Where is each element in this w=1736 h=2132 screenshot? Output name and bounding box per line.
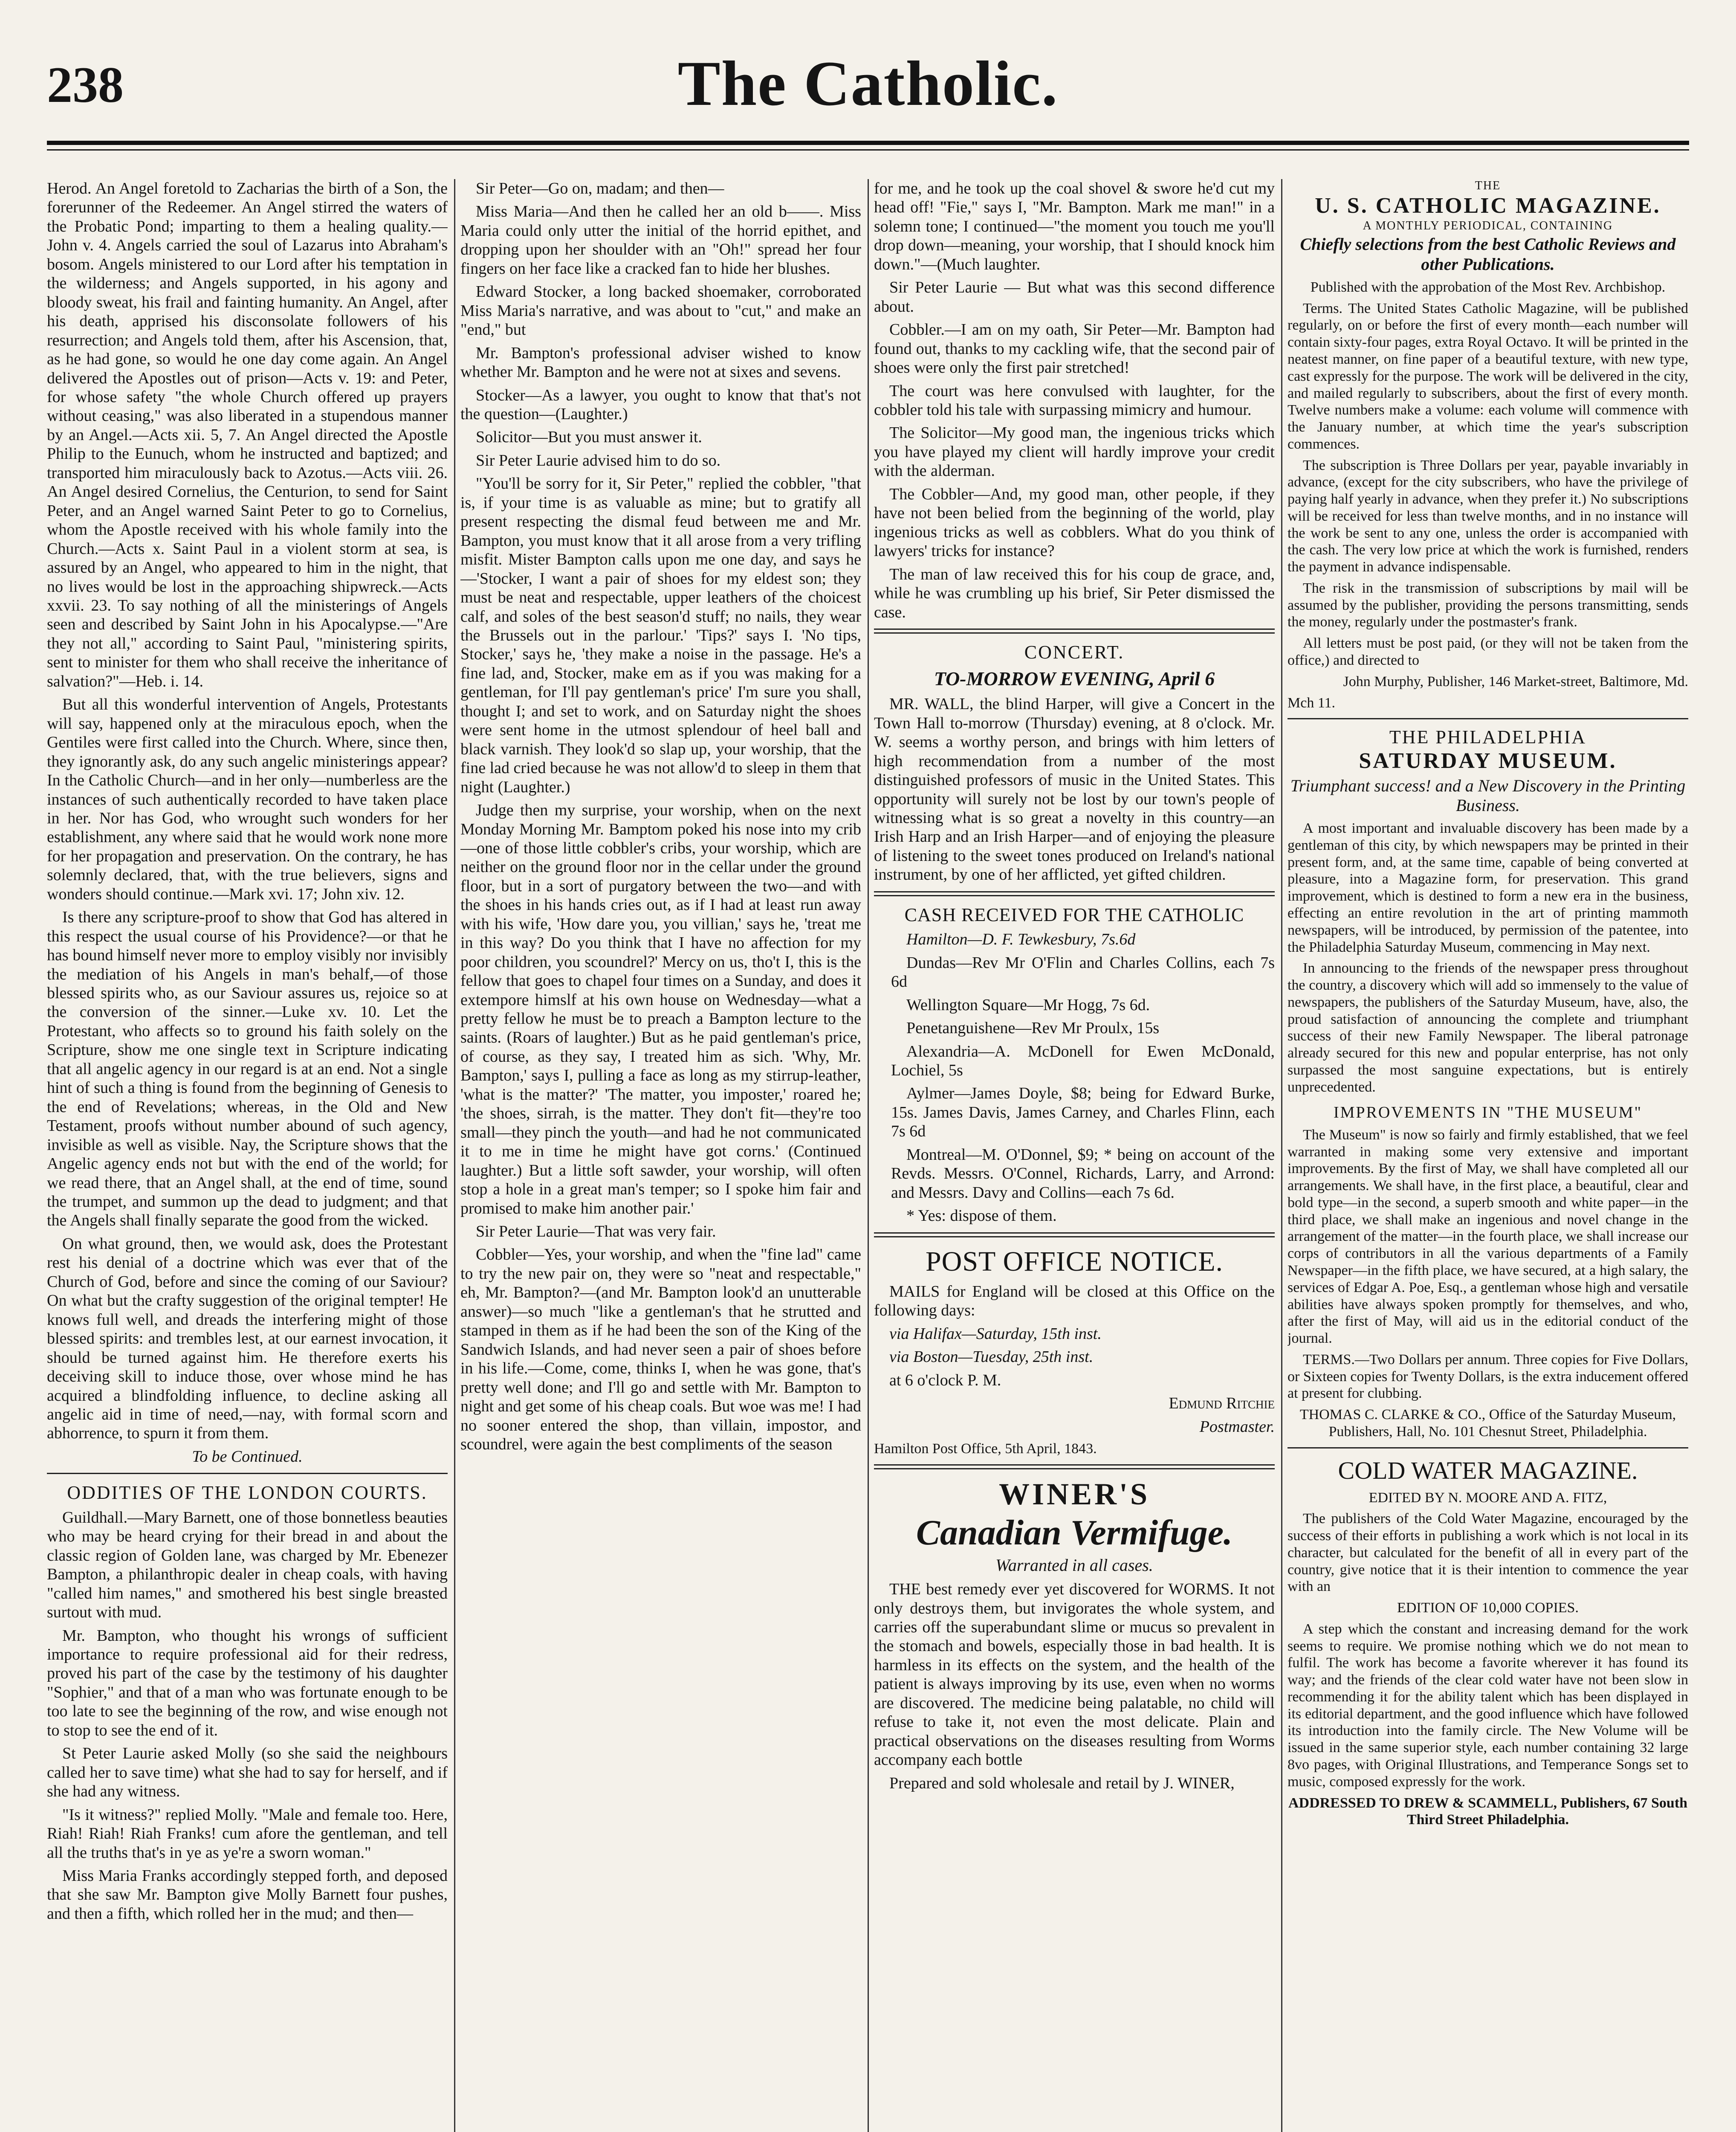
cash-entry: Penetanguishene—Rev Mr Proulx, 15s <box>906 1019 1160 1037</box>
magazine-subtitle: Chiefly selections from the best Catholic Reviews and other Publications. <box>1300 235 1676 274</box>
to-be-continued: To be Continued. <box>192 1447 303 1466</box>
vermifuge-prepared: Prepared and sold wholesale and retail by J. WINER, <box>889 1774 1235 1792</box>
article-paragraph: The man of law received this for his coup de grace, and, while he was crumbling up his brief, Sir Peter dismissed the case. <box>874 565 1275 621</box>
article-paragraph: The Cobbler—And, my good man, other people, if they have not been belied from the beginning of the world, play ingenious tricks as well as cobblers. What do you think of lawyers' tricks for instance? <box>874 485 1275 560</box>
article-paragraph: The Solicitor—My good man, the ingenious tricks which you have played my client will hardly improve your credit with the alderman. <box>874 424 1275 480</box>
magazine-the: THE <box>1475 179 1501 192</box>
cold-water-paragraph: A step which the constant and increasing demand for the work seems to require. We promise nothing which we do not mean to fulfil. The work has become a favorite wherever it has found its way; and the friends of the clear cold water have not been slow in recommending it for the ability talent which has been displayed in its editorial department, and the good influence which have followed its introduction into the family circle. The New Volume will be issued in the same superior style, each number containing 32 large 8vo pages, with Original Illustrations, and Temperance Songs set to music, composed expressly for the work. <box>1288 1621 1688 1790</box>
cash-received-heading: CASH RECEIVED FOR THE CATHOLIC <box>904 904 1244 925</box>
article-paragraph: Sir Peter Laurie — But what was this second difference about. <box>874 278 1275 316</box>
magazine-paragraph: All letters must be post paid, (or they will not be taken from the office,) and directed to <box>1288 635 1688 668</box>
article-paragraph: On what ground, then, we would ask, does the Protestant rest his denial of a doctrine which was ever that of the Church of God, before and since the coming of our Saviour? On what but the crafty suggestion of the original tempter! He knows full well, and dreads the interfering might of those blessed spirits: and trembles lest, at our earnest invocation, it should be turned against him. He therefore exerts his deceiving skill to induce those, over whose mind he has acquired a blindfolding influence, to decline asking all angelic aid in time of need,—nay, with formal scorn and abhorrence, to spurn it from them. <box>47 1234 448 1443</box>
magazine-paragraph: The subscription is Three Dollars per year, payable invariably in advance, (except for the city subscribers, who have the privilege of paying half yearly in advance, when they prefer it.) No subscriptions will be received for less than twelve months, and in no instance will the work be sent to any one, unless the order is accompanied with the cash. The very low price at which the work is furnished, renders the payment in advance indispensable. <box>1288 457 1688 575</box>
article-paragraph: Cobbler—Yes, your worship, and when the "fine lad" came to try the new pair on, they were so "neat and respectable," eh, Mr. Bampton?—(and Mr. Bampton look'd an unutterable answer)—so much "like a gentleman's that he strutted and stamped in them as if he had been the son of the King of the Sandwich Islands, and had never seen a pair of shoes before in his life.—Come, come, thinks I, when he was gone, that's pretty well done; and I'll go and settle with Mr. Bampton to night and get some of his cheap coals. But woe was me! I had no sooner entered the shop, than villain, impostor, and scoundrel, were again the best compliments of the season <box>460 1246 861 1453</box>
cold-water-address: ADDRESSED TO DREW & SCAMMELL, Publishers, 67 South Third Street Philadelphia. <box>1288 1795 1688 1828</box>
cash-entry: Dundas—Rev Mr O'Flin and Charles Collins, each 7s 6d <box>891 953 1275 991</box>
saturday-museum-the: THE PHILADELPHIA <box>1389 727 1587 748</box>
vermifuge-text: THE best remedy ever yet discovered for WORMS. It not only destroys them, but invigorates the whole system, and carries off the superabundant slime or mucus so prevalent in the stomach and bowels, especially those in bad health. It is harmless in its effects on the system, and the health of the patient is always improving by its use, even when no worms are discovered. The medicine being palatable, no child will refuse to take it, not even the most delicate. Plain and practical observations on the diseases resulting from Worms accompany each bottle <box>874 1580 1275 1769</box>
article-paragraph: Mr. Bampton's professional adviser wished to know whether Mr. Bampton and he were not at sixes and sevens. <box>460 344 861 381</box>
article-paragraph: Sir Peter Laurie—That was very fair. <box>476 1222 716 1241</box>
museum-paragraph: A most important and invaluable discovery has been made by a gentleman of this city, by which newspapers may be printed in their present form, and, at the same time, capable of being converted at pleasure, into a Magazine form, for preservation. This grand improvement, which is destined to form a new era in the business, effecting an entire revolution in the art of printing mammoth newspapers, will be introduced, by permission of the patentee, into the Philadelphia Saturday Museum, commencing in May next. <box>1288 820 1688 955</box>
cold-water-paragraph: The publishers of the Cold Water Magazine, encouraged by the success of their efforts in publishing a work which is not local in its character, but calculated for the benefit of all in every part of the country, give notice that it is their intention to commence the year with an <box>1288 1511 1688 1595</box>
article-paragraph: Guildhall.—Mary Barnett, one of those bonnetless beauties who may be heard crying for their bread in and about the classic region of Golden lane, was charged by Mr. Ebenezer Bampton, a philanthropic dealer in cheap coals, with having "called him names," and smothered his best single breasted surtout with mud. <box>47 1508 448 1622</box>
article-paragraph: Is there any scripture-proof to show that God has altered in this respect the usual course of his Providence?—or that he has bound himself never more to employ visibly nor invisibly the mediation of his Angels in man's behalf,—of those blessed spirits who, as our Saviour assures us, rejoice so at the conversion of the sinner.—Luke xv. 10. Let the Protestant, who affects so to ground his faith solely on the Scripture, show me one single text in Scripture indicating that all angelic agency in our regard is at an end. Not a single hint of such a thing is found from the beginning of Genesis to the end of Revelations; whereas, in the Old and New Testament, proofs without number abound of such agency, invisible as well as visible. Nay, the Scripture shows that the Angelic agency ends not but with the end of the world; for we read there, that an Angel shall, at the end of time, sound the trumpet, and summon up the dead to judgment; and that the Angels shall finally separate the good from the wicked. <box>47 908 448 1230</box>
magazine-title: U. S. CATHOLIC MAGAZINE. <box>1315 193 1661 218</box>
article-paragraph: The court was here convulsed with laughter, for the cobbler told his tale with surpassing mimicry and humour. <box>874 382 1275 419</box>
vermifuge-title: Canadian Vermifuge. <box>916 1512 1233 1553</box>
article-paragraph: Miss Maria Franks accordingly stepped forth, and deposed that she saw Mr. Bampton give Molly Barnett four pushes, and then a fifth, which rolled her in the mud; and then— <box>47 1866 448 1923</box>
postmaster-role: Postmaster. <box>1199 1417 1275 1436</box>
column-4 <box>1288 179 1688 2132</box>
magazine-paragraph: Terms. The United States Catholic Magazine, will be published regularly, on or before the first of every month—each number will contain sixty-four pages, extra Royal Octavo. It will be printed in the neatest manner, on fine paper of a beautiful texture, with new type, cast expressly for the purpose. The work will be delivered in the city, and mailed regularly to subscribers, about the first of every month. Twelve numbers make a volume: each volume will commence with the January number, at which time the year's subscription commences. <box>1288 300 1688 452</box>
vermifuge-subtitle: Warranted in all cases. <box>995 1556 1153 1575</box>
article-paragraph: Miss Maria—And then he called her an old b——. Miss Maria could only utter the initial of the horrid epithet, and dropping upon her shoulder with an "Oh!" spread her four fingers on her face like a cracked fan to hide her blushes. <box>460 203 861 278</box>
post-office-line: at 6 o'clock P. M. <box>889 1371 1001 1389</box>
postmaster-name: Edmund Ritchie <box>1169 1394 1275 1413</box>
article-paragraph: "You'll be sorry for it, Sir Peter," replied the cobbler, "that is, if your time is as valuable as mine; but to gratify all present respecting the dismal feud between me and Mr. Bampton, you must know that it all arose from a very trifling misfit. Mister Bampton calls upon me one day, and says he—'Stocker, I want a pair of shoes for my eldest son; they must be neat and respectable, upper leathers of the choicest calf, and soles of the best season'd stuff; no nails, they wear the Brussels out in the parlour.' 'Tips?' says I. 'No tips, Stocker,' says he, 'they make a noise in the passage. He's a fine lad, and, Stocker, make em as if you was making for a gentleman, for I'll pay gentleman's price' I'm sure you shall, thought I; and set to work, and on Saturday night the shoes were sent home in the utmost splendour of heel ball and black varnish. They look'd so slap up, your worship, that the fine lad cried because he was not allow'd to sleep in them that night (Laughter.) <box>460 475 861 796</box>
article-paragraph: St Peter Laurie asked Molly (so she said the neighbours called her to save time) what she had to say for herself, and if she had any witness. <box>47 1744 448 1801</box>
cash-entry: * Yes: dispose of them. <box>906 1207 1057 1225</box>
paper-title: The Catholic. <box>677 48 1059 119</box>
article-paragraph: Judge then my surprise, your worship, when on the next Monday Morning Mr. Bamptom poked his nose into my crib—one of those little cobbler's cribs, your worship, which are neither on the ground floor nor in the cellar under the ground floor, but in a sort of purgatory between the two—and with the shoes in his hands cries out, as if I had at least run away with his wife, 'How dare you, you villian,' says he, 'treat me in this way? Do you think that I have no affection for my poor children, you scoundrel?' Mercy on us, tho't I, this is the fellow that goes to chapel four times on a Sunday, and does it extempore himslf at his own house on Wednesday—what a pretty fellow he must be to preach a Bampton lecture to the saints. (Roars of laughter.) But as he paid gentleman's price, of course, as they say, I treated him as sich. 'Why, Mr. Bampton,' says I, pulling a face as long as my stirrup-leather, 'what is the matter?' 'The matter, you imposter,' roared he; 'the shoes, sirrah, is the matter. They don't fit—they're too small—they pinch the youth—and had he not communicated it to me in time he might have got corns.' (Continued laughter.) But a little soft sawder, your worship, will often stop a hole in a great man's temper; so I spoke him fair and promised to make him another pair.' <box>460 801 861 1217</box>
article-paragraph: for me, and he took up the coal shovel & swore he'd cut my head off! "Fie," says I, "Mr. Bampton. Mark me man!" in a solemn tone; I continued—"the moment you touch me you'll drop down—meaning, your worship, that I should knock him down."—(Much laughter. <box>874 180 1275 273</box>
improvements-paragraph: The Museum" is now so fairly and firmly established, that we feel warranted in making some very extensive and important improvements. By the first of May, we shall have completed all our arrangements. We shall have, in the first place, a beautiful, clear and bold type—in the second, a superb smooth and white paper—in the third place, we shall make an ingenious and novel change in the arrangement of the matter—in the fourth place, we shall increase our corps of contributors in all the various departments of a Family Newspaper—in the fifth place, we have secured, at a high salary, the services of Edgar A. Poe, Esq., a gentleman whose high and versatile abilities have always spoken promptly for themselves, and who, after the first of May, will aid us in the editorial conduct of the journal. <box>1288 1127 1688 1347</box>
magazine-date: Mch 11. <box>1288 695 1336 711</box>
cold-water-heading: COLD WATER MAGAZINE. <box>1338 1456 1638 1484</box>
cash-entry: Aylmer—James Doyle, $8; being for Edward Burke, 15s. James Davis, James Carney, and Charles Flinn, each 7s 6d <box>891 1084 1275 1141</box>
concert-text: MR. WALL, the blind Harper, will give a Concert in the Town Hall to-morrow (Thursday) evening, at 8 o'clock. Mr. W. seems a worthy person, and brings with him letters of high recommendation from a number of the most distinguished professors of music in the United States. This opportunity will surely not be lost by our town's people of witnessing what is so great a novelty in this country—an Irish Harp and an Irish Harper—and of enjoying the pleasure of listening to the sweet tones produced on Ireland's national instrument, by one of her afflicted, yet gifted children. <box>874 695 1275 884</box>
magazine-publication: Published with the approbation of the Most Rev. Archbishop. <box>1310 279 1666 295</box>
post-office-text: MAILS for England will be closed at this Office on the following days: <box>874 1282 1275 1320</box>
article-paragraph: Herod. An Angel foretold to Zacharias the birth of a Son, the forerunner of the Redeemer. An Angel stirred the waters of the Probatic Pond; imparting to them a healing quality.—John v. 4. Angels carried the soul of Lazarus into Abraham's bosom. Angels ministered to our Lord after his temptation in the wilderness; and Angels supported, in his agony and bloody sweat, his frail and fainting humanity. An Angel, after his death, apprised his disconsolate followers of his resurrection; and Angels told them, after his Ascension, that, as he had gone, so would he one day come again. An Angel delivered the Apostles out of prison—Acts v. 19: and Peter, for whose safety "the whole Church offered up prayers without ceasing," was also liberated in a stupendous manner by an Angel.—Acts xii. 5, 7. An Angel directed the Apostle Philip to the Eunuch, whom he instructed and baptized; and transported him miraculously back to Azotus.—Acts viii. 26. An Angel desired Cornelius, the Centurion, to send for Saint Peter, and an Angel warned Saint Peter to go to Cornelius, whom the Apostle received with his whole family into the Church.—Acts x. Saint Paul in a violent storm at sea, is assured by an Angel, who appeared to him in the night, that no lives would be lost in the approaching shipwreck.—Acts xxvii. 23. To say nothing of all the ministerings of Angels seen and described by Saint John in his Apocalypse.—"Are they not all," according to Saint Paul, "ministering spirits, sent to minister for them who shall receive the inheritance of salvation?"—Heb. i. 14. <box>47 180 448 690</box>
divider <box>1288 718 1688 719</box>
magazine-signature: John Murphy, Publisher, 146 Market-street, Baltimore, Md. <box>1343 673 1688 689</box>
oddities-heading: ODDITIES OF THE LONDON COURTS. <box>67 1482 428 1503</box>
column-3 <box>874 179 1275 2132</box>
article-paragraph: "Is it witness?" replied Molly. "Male and female too. Here, Riah! Riah! Riah Franks! cum afore the gentleman, and tell all the truths that's in ye as ye're a sworn woman." <box>47 1805 448 1862</box>
page-number: 238 <box>47 56 124 113</box>
concert-subheading: TO-MORROW EVENING, April 6 <box>934 668 1215 690</box>
header-rule-thin <box>47 149 1689 151</box>
concert-heading: CONCERT. <box>1024 641 1125 663</box>
saturday-museum-subtitle: Triumphant success! and a New Discovery in the Printing Business. <box>1290 776 1686 815</box>
magazine-monthly: A MONTHLY PERIODICAL, CONTAINING <box>1363 219 1613 232</box>
divider <box>47 1473 448 1474</box>
cash-entry: Montreal—M. O'Donnel, $9; * being on account of the Revds. Messrs. O'Connel, Richards, Larry, and Arrond: and Messrs. Davy and Collins—each 7s 6d. <box>891 1145 1275 1202</box>
museum-paragraph: In announcing to the friends of the newspaper press throughout the country, a discovery which will add so immensely to the value of newspapers, the publishers of the Saturday Museum, have, also, the proud satisfaction of announcing the complete and triumphant success of their new Family Newspaper. The liberal patronage already secured for this new and popular enterprise, has not only surpassed the most sanguine expectations, but is entirely unprecedented. <box>1288 960 1688 1095</box>
cold-water-edited: EDITED BY N. MOORE AND A. FITZ, <box>1369 1489 1607 1506</box>
article-paragraph: Cobbler.—I am on my oath, Sir Peter—Mr. Bampton had found out, thanks to my cackling wife, that the second pair of shoes were only the first pair stretched! <box>874 321 1275 377</box>
article-paragraph: Sir Peter Laurie advised him to do so. <box>476 451 721 469</box>
saturday-museum-title: SATURDAY MUSEUM. <box>1359 748 1617 773</box>
article-paragraph: Edward Stocker, a long backed shoemaker, corroborated Miss Maria's narrative, and was about to "cut," and make an "end," but <box>460 283 861 339</box>
improvements-paragraph: TERMS.—Two Dollars per annum. Three copies for Five Dollars, or Sixteen copies for Twenty Dollars, is the extra inducement offered at present for clubbing. <box>1288 1351 1688 1402</box>
divider <box>1288 1447 1688 1448</box>
cash-entry: Alexandria—A. McDonell for Ewen McDonald, Lochiel, 5s <box>891 1042 1275 1079</box>
improvements-heading: IMPROVEMENTS IN "THE MUSEUM" <box>1333 1104 1643 1122</box>
article-paragraph: But all this wonderful intervention of Angels, Protestants will say, happened only at the miraculous epoch, when the Gentiles were first called into the Church. Where, since then, they ignorantly ask, do any such angelic ministerings appear? In the Catholic Church—and in her only—numberless are the instances of such authentically recorded to have taken place in her. Nor has God, who wrought such wonders for her establishment, any where said that he would work none more for her propagation and preservation. On the contrary, he has solemnly declared, that, with the true believers, signs and wonders should continue.—Mark xvi. 17; John xiv. 12. <box>47 695 448 903</box>
cash-entry: Hamilton—D. F. Tewkesbury, 7s.6d <box>906 930 1136 949</box>
post-office-line: via Halifax—Saturday, 15th inst. <box>889 1324 1102 1343</box>
article-paragraph: Solicitor—But you must answer it. <box>476 428 702 446</box>
divider <box>874 629 1275 634</box>
header-rule-thick <box>47 141 1689 145</box>
column-1 <box>47 179 448 2132</box>
cold-water-edition: EDITION OF 10,000 COPIES. <box>1397 1600 1579 1616</box>
post-office-place: Hamilton Post Office, 5th April, 1843. <box>874 1440 1097 1457</box>
article-paragraph: Mr. Bampton, who thought his wrongs of sufficient importance to require professional aid for their redress, proved his part of the case by the testimony of his daughter "Sophier," and that of a man who was fortunate enough to be too late to see the beginning of the row, and wise enough not to stop to see the end of it. <box>47 1626 448 1739</box>
magazine-paragraph: The risk in the transmission of subscriptions by mail will be assumed by the publisher, providing the persons transmitting, sends the money, regularly under the postmaster's frank. <box>1288 580 1688 630</box>
improvements-signature: THOMAS C. CLARKE & CO., Office of the Saturday Museum, Publishers, Hall, No. 101 Chesnut Street, Philadelphia. <box>1299 1407 1676 1440</box>
columns <box>47 179 1688 2132</box>
winer-heading: WINER'S <box>998 1477 1150 1511</box>
column-2 <box>460 179 861 2132</box>
cash-entry: Wellington Square—Mr Hogg, 7s 6d. <box>906 996 1150 1014</box>
post-office-heading: POST OFFICE NOTICE. <box>925 1246 1224 1277</box>
divider <box>874 1232 1275 1237</box>
post-office-line: via Boston—Tuesday, 25th inst. <box>889 1348 1094 1366</box>
divider <box>874 891 1275 896</box>
divider <box>874 1464 1275 1469</box>
article-paragraph: Sir Peter—Go on, madam; and then— <box>476 180 724 197</box>
article-paragraph: Stocker—As a lawyer, you ought to know that that's not the question—(Laughter.) <box>460 386 861 423</box>
